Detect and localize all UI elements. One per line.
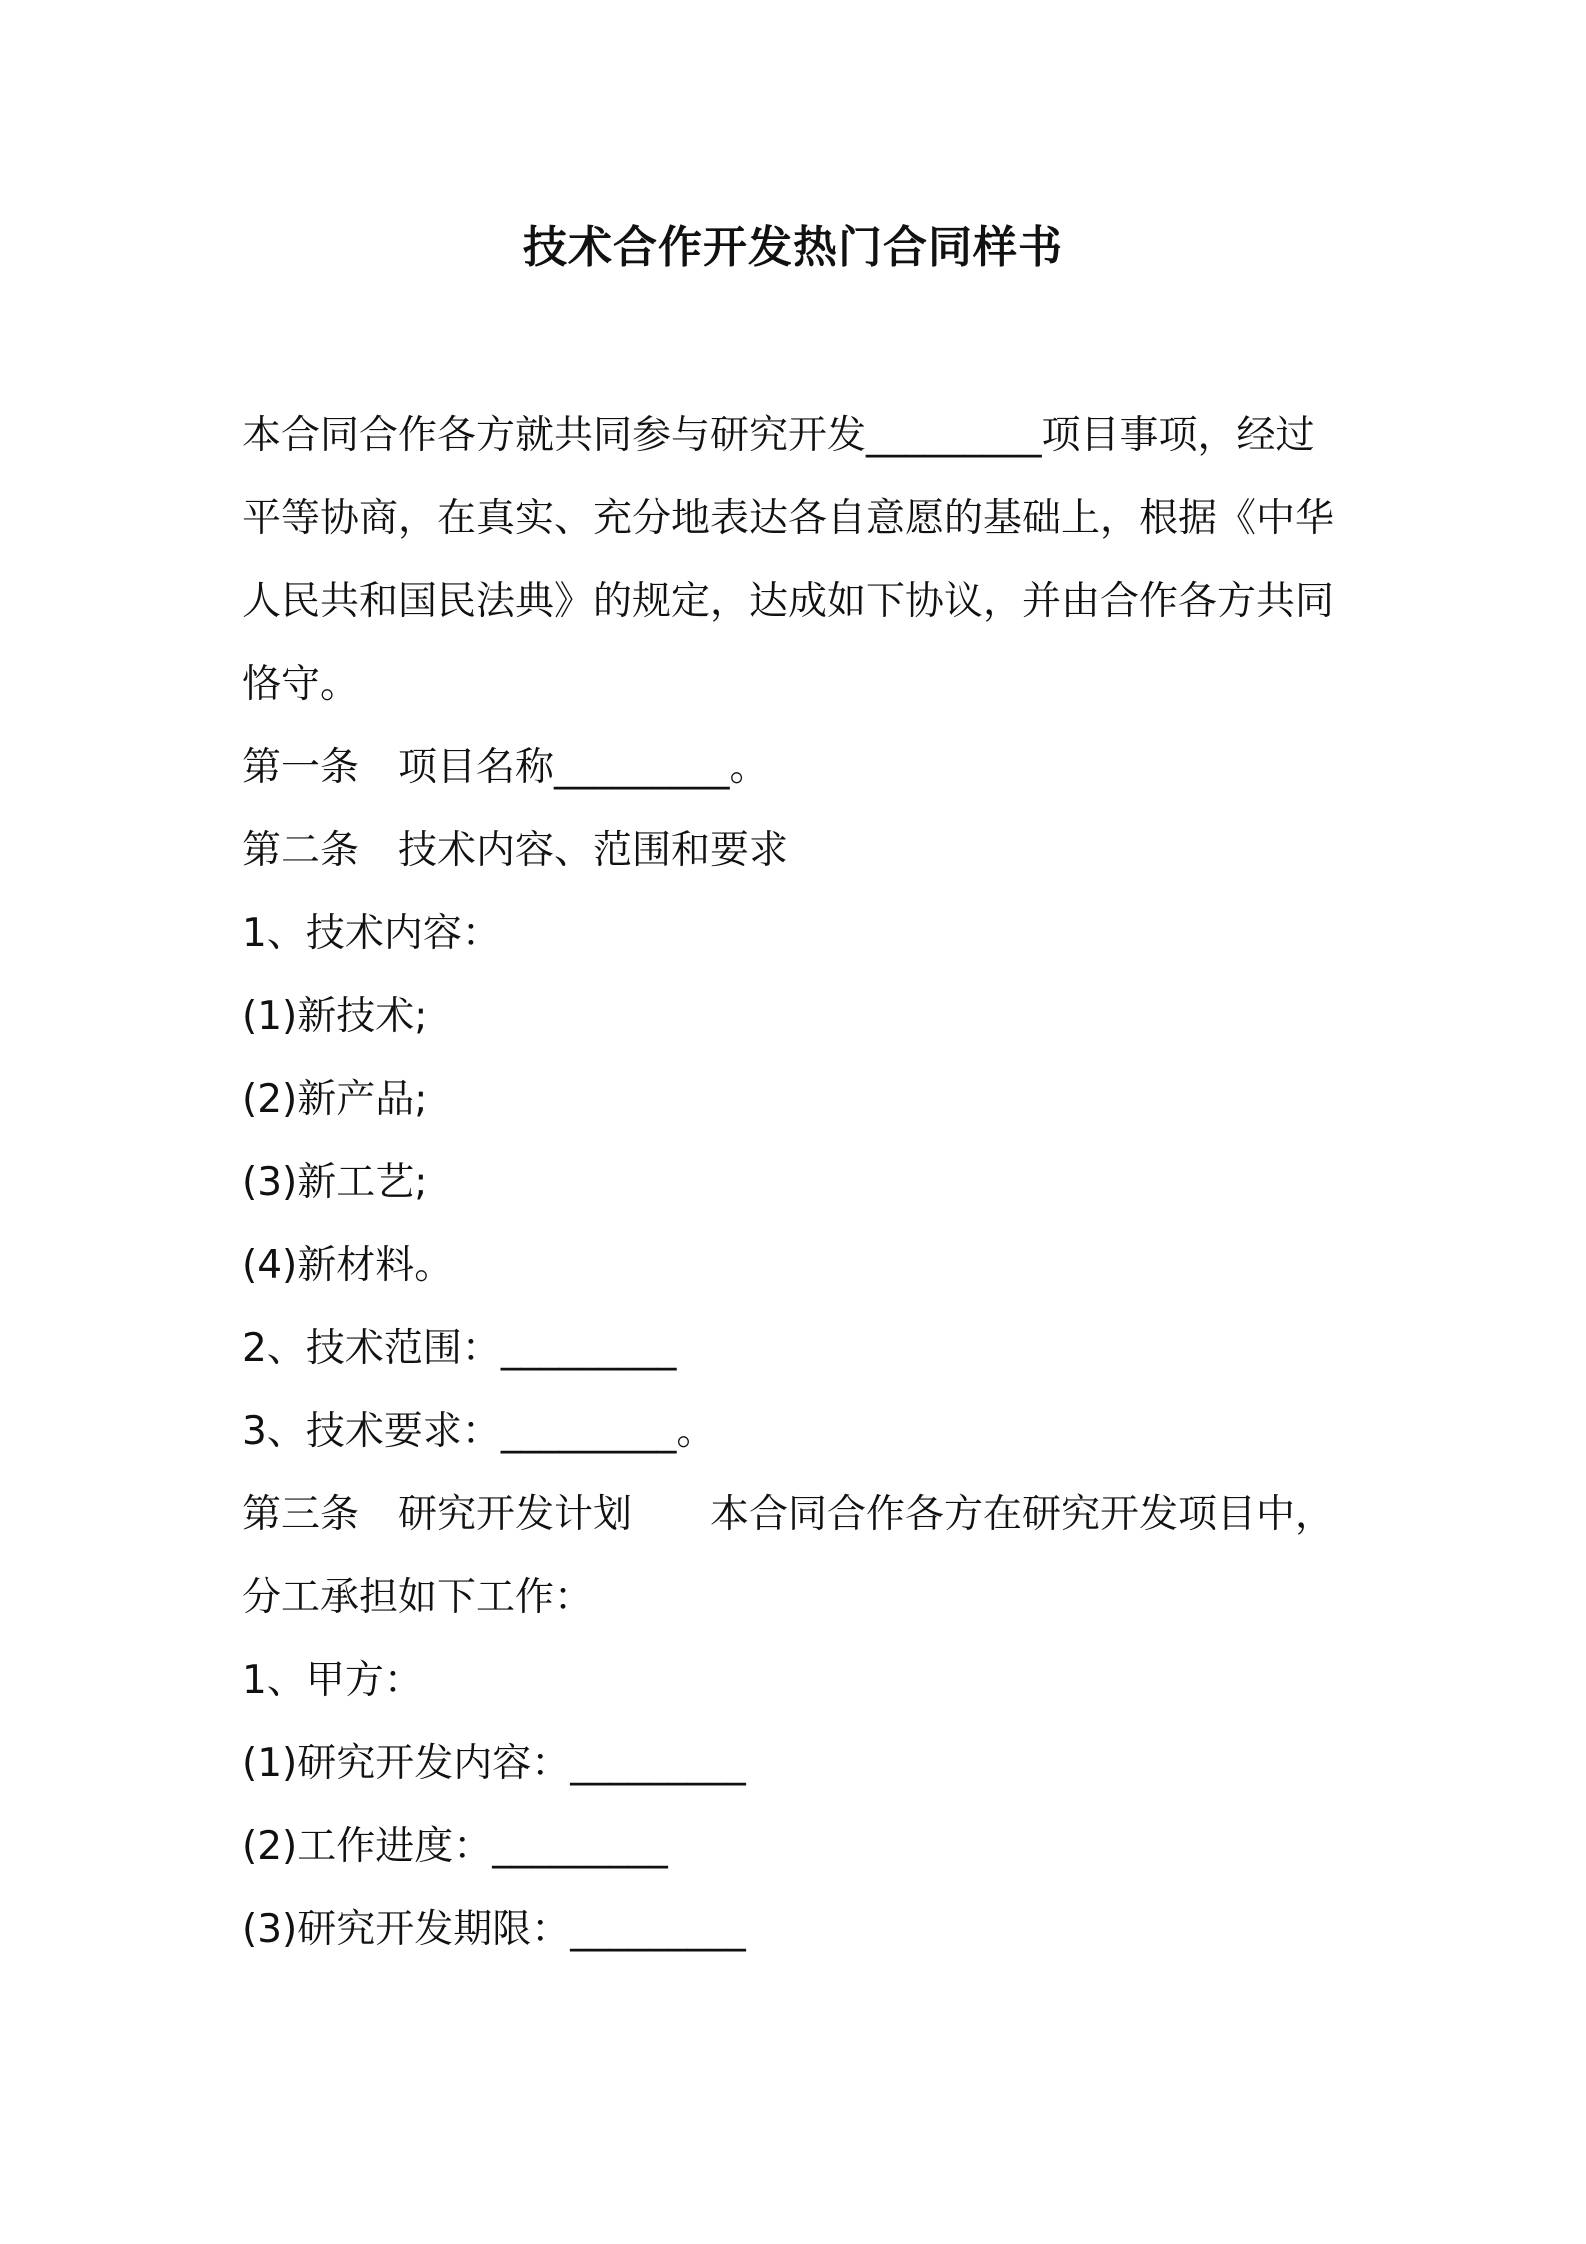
article-3-continuation: 分工承担如下工作： (242, 1575, 594, 1620)
list-item: (4)新材料。 (242, 1243, 454, 1288)
intro-line-4: 恪守。 (242, 662, 360, 707)
party-a-heading: 1、甲方： (242, 1658, 423, 1703)
intro-line-3: 人民共和国民法典》的规定，达成如下协议，并由合作各方共同 (242, 579, 1335, 624)
list-item: (2)工作进度：_________ (242, 1824, 668, 1869)
list-item: (3)研究开发期限：_________ (242, 1907, 746, 1952)
tech-content-heading: 1、技术内容： (242, 911, 501, 956)
list-item: (1)研究开发内容：_________ (242, 1741, 746, 1786)
tech-scope-line: 2、技术范围：_________ (242, 1326, 677, 1371)
intro-line-1: 本合同合作各方就共同参与研究开发_________项目事项，经过 (242, 413, 1315, 458)
intro-line-2: 平等协商，在真实、充分地表达各自意愿的基础上，根据《中华 (242, 496, 1335, 541)
article-3-heading: 第三条 研究开发计划 本合同合作各方在研究开发项目中， (242, 1492, 1335, 1537)
document-title: 技术合作开发热门合同样书 (523, 222, 1063, 273)
tech-requirement-line: 3、技术要求：_________。 (242, 1409, 716, 1454)
article-2-heading: 第二条 技术内容、范围和要求 (242, 828, 789, 873)
list-item: (3)新工艺; (242, 1160, 428, 1205)
list-item: (2)新产品; (242, 1077, 428, 1122)
list-item: (1)新技术; (242, 994, 428, 1039)
article-1-project-name: 第一条 项目名称_________。 (242, 745, 769, 790)
